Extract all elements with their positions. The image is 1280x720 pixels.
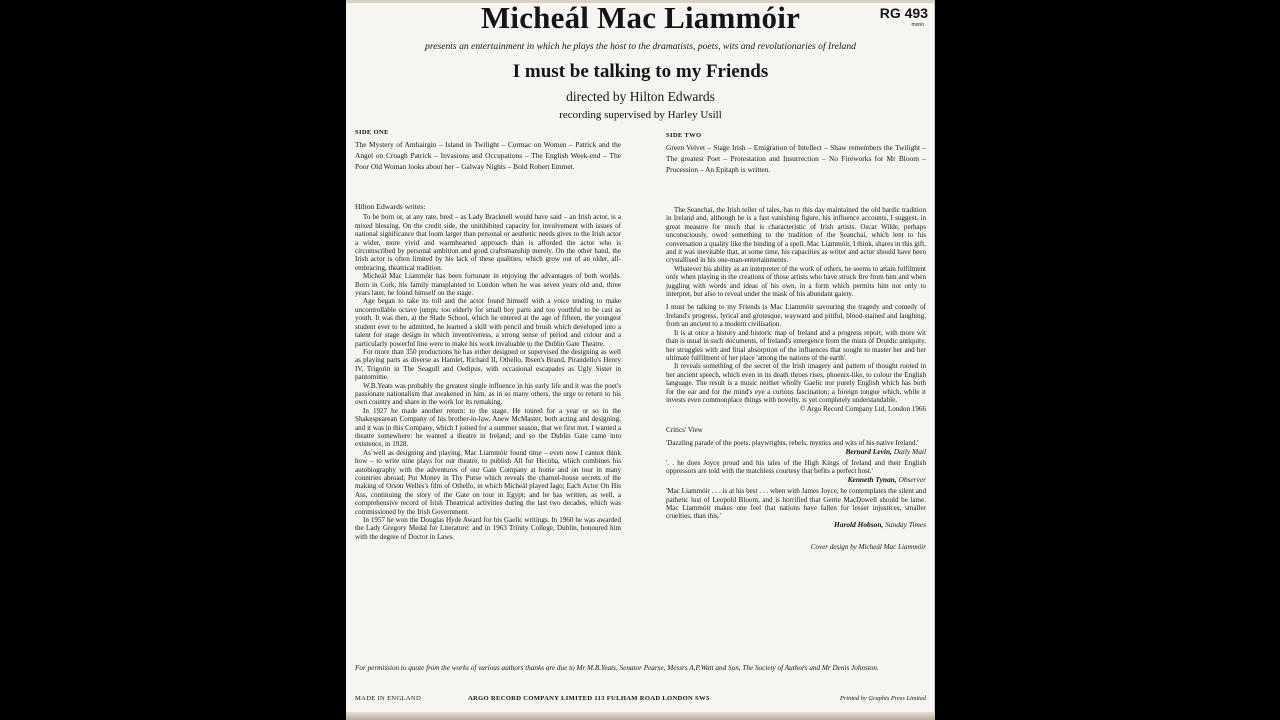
- notes-paragraph: It reveals something of the secret of the Irish imagery and pattern of thought rooted in her ancient speech, which even in its death throes rises, phoenix-like, to colour the English language. The result is a music neither wholly Gaelic nor purely English which has both for the ear and for the mind's eye a curious fascination; a foreign tongue which, while it invests even commonplace things with novelty, is yet completely understandable.: [666, 362, 926, 404]
- critic-publication: Daily Mail: [893, 446, 926, 456]
- side-two-tracklist: Green Velvet – Stage Irish – Emigration of Intellect – Shaw remembers the Twilight – The greatest Poet – Protestation and Insurrection – No Fireworks for Mr Bloom – Procession – An Epitaph is written.: [666, 143, 926, 175]
- side-two-block: [666, 132, 926, 175]
- critic-attribution: [666, 521, 926, 529]
- notes-paragraph: The Seanchaí, the Irish teller of tales, has to this day maintained the old bardic tradition in Ireland and, although he is a fast vanishing figure, his influence accounts, I suggest, in great measure for much that is characteristic of Irish artists. Oscar Wilde, perhaps unconsciously, owed something to the tradition of the Seanchaí, which lent to his conversation a quality like the binding of a spell. Mac Liammóir, I think, shares in this gift, and it was inevitable that, at some time, his capacities as writer and actor should have been crystallised in his one-man-entertainments.: [666, 206, 926, 265]
- critic-attribution: [666, 476, 926, 484]
- album-back-cover: [346, 0, 935, 720]
- made-in-england: MADE IN ENGLAND: [355, 695, 422, 702]
- notes-paragraph: Age began to take its toll and the actor found himself with a voice tending to make uncontrollable octave jumps: too elderly for small boy parts and too youthful to be cast as youth. It was then, at the Slade School, which he entered at the age of fifteen, the youngest student ever to be admitted, he learned a skill with pencil and brush which developed into a talent for stage design in which inventiveness, a strong sense of period and colour and a particularly powerful line were to make his work invaluable to the Dublin Gate Theatre.: [355, 297, 621, 348]
- printer-credit: Printed by Graphis Press Limited: [839, 695, 926, 702]
- critics-heading: Critics' View: [666, 425, 703, 434]
- critic-name: Kenneth Tynan,: [847, 474, 897, 484]
- album-subtitle: I must be talking to my Friends: [512, 61, 769, 82]
- side-one-heading: SIDE ONE: [355, 129, 389, 136]
- notes-paragraph: In 1927 he made another return: to the stage. He toured for a year or so in the Shakespearean Company of his brother-in-law, Anew McMaster, both acting and designing, and it was in this Company, which I joined for a summer season, that we first met. I wanted a theatre somewhere: he wanted a theatre in Ireland; and so the Dublin Gate came into existence, in 1928.: [355, 406, 621, 449]
- notes-paragraph: It is at once a history and historic map of Ireland and a progress report, with more wit than is usual in such documents, of Ireland's emergence from the mists of Druidic antiquity, her struggles with and final absorption of the influences that sought to master her and her ultimate fulfilment of her place 'among the nations of the earth'.: [666, 328, 926, 362]
- left-liner-notes: [355, 203, 621, 541]
- notes-paragraph: Whatever his ability as an interpreter of the work of others, he seems to attain fulfilment only when playing in the creations of those artists who have struck fire from him and when juggling with words and ideas of his own, in a form which permits him not only to interpret, but also to reveal under the mask of his abundant gaiety.: [666, 264, 926, 299]
- right-liner-notes: [666, 206, 926, 552]
- critic-publication: Observer: [898, 474, 926, 484]
- catalog-number: [880, 6, 928, 29]
- album-title-artist: Micheál Mac Liammóir: [480, 0, 801, 35]
- notes-paragraph: W.B.Yeats was probably the greatest single influence in his early life and it was the poet's passionate nationalism that awakened in him, as in so many others, the urge to return to his own country and share in the work for its remaking.: [355, 381, 621, 407]
- presents-line: presents an entertainment in which he plays the host to the dramatists, poets, wits and revolutionaries of Ireland: [425, 41, 856, 52]
- critic-publication: Sunday Times: [885, 519, 926, 529]
- notes-paragraph: To be born or, at any rate, bred – as Lady Bracknell would have said – an Irish actor, is a mixed blessing. On the credit side, the uninhibited capacity for involvement with issues of national significance that loom larger than personal or aesthetic needs gives to the Irish actor a wider, more vivid and warmhearted approach than is afforded the actor who is circumscribed by personal ambition and good craftsmanship merely. On the other hand, the Irish actor is often limited by his lack of these qualities, which grow out of an older, all-embracing, theatrical tradition.: [355, 213, 621, 272]
- critic-quote: '. . he does Joyce proud and his tales of the High Kings of Ireland and their English oppressors are told with the matchless courtesy that befits a perfect host.': [666, 458, 926, 476]
- notes-paragraph: I must be talking to my Friends is Mac Liammóir savouring the tragedy and comedy of Ireland's progress, lyrical and grotesque, wayward and pitiful, blood-stained and laughing, from an ancient to a modern civilisation.: [666, 303, 926, 329]
- record-company-address: ARGO RECORD COMPANY LIMITED 113 FULHAM ROAD LONDON SW3: [468, 695, 710, 702]
- notes-paragraph: Micheál Mac Liammóir has been fortunate in enjoying the advantages of both worlds. Born in Cork, his family transplanted to London when he was seven years old and, three years later, he found himself on the stage.: [355, 272, 621, 298]
- critic-quote: 'Dazzling parade of the poets, playwrights, rebels, mystics and wits of his native Ireland.': [666, 439, 919, 448]
- recording-supervised: recording supervised by Harley Usill: [559, 109, 722, 121]
- side-two-heading: SIDE TWO: [666, 132, 702, 139]
- right-edge: [934, 0, 935, 720]
- directed-by: directed by Hilton Edwards: [566, 89, 715, 104]
- side-one-tracklist: The Mystery of Amhairgin – Island in Twilight – Cormac on Women – Patrick and the Angel on Croagh Patrick – Invasions and Occupations – The English Week-end – The Poor Old Woman looks about her – Galway Nights – Bold Robert Emmet.: [355, 140, 621, 172]
- notes-paragraph: For more than 350 productions he has either designed or supervised the designing as well as playing parts as diverse as Hamlet, Richard II, Othello, Ibsen's Brand, Pirandello's Henry IV, Trigorin in The Seagull and Oedipus, with occasional escapades as Ugly Sister in pantomime.: [355, 347, 621, 382]
- notes-intro: Hilton Edwards writes:: [355, 202, 426, 211]
- notes-paragraph: In 1957 he won the Douglas Hyde Award for his Gaelic writings. In 1960 he was awarded the Lady Gregory Medal for Literature: and in 1963 Trinity College, Dublin, honoured him with the degree of Doctor in Laws.: [355, 516, 621, 541]
- catalog-format: mono: [911, 22, 924, 28]
- catalog-number-text: RG 493: [879, 5, 928, 21]
- critic-name: Harold Hobson,: [834, 519, 884, 529]
- notes-paragraph: As well as designing and playing, Mac Liammóir found time – even now I cannot think how – to write nine plays for our theatre, to publish All for Hecuba, which combines his autobiography with the adventures of our Gate Company at home and on tour in many countries abroad; Put Money in Thy Purse which reveals the charnel-house secrets of the making of Orson Welles's film of Othello, in which Micheál played Iago; Each Actor On His Ass, continuing the story of the Gate on tour in Egypt; and he has written, as well, a comprehensive record of Irish Theatrical activities during the last two decades, which was commissioned by the Irish Government.: [355, 448, 621, 516]
- critic-quote: 'Mac Liammóir . . . is at his best . . . when with James Joyce, he contemplates the silent and pathetic lust of Leopold Bloom, and is horrified that Gertie MacDowell should be lame. Mac Liammóir makes one feel that nations have fallen for lesser injustices, smaller cruelties, than this.': [666, 487, 926, 521]
- copyright-line: © Argo Record Company Ltd, London 1966: [799, 405, 926, 414]
- critic-name: Bernard Levin,: [845, 446, 892, 456]
- critic-attribution: [666, 448, 926, 456]
- permission-note: For permission to quote from the works of various authors thanks are due to Mr M.B.Yeats, Senator Pearse, Messrs A.P.Watt and Son, The Society of Authors and Mr Denis Johnston.: [355, 664, 879, 672]
- cover-design-credit: Cover design by Micheál Mac Liammóir: [810, 543, 926, 552]
- side-one-block: [355, 129, 621, 172]
